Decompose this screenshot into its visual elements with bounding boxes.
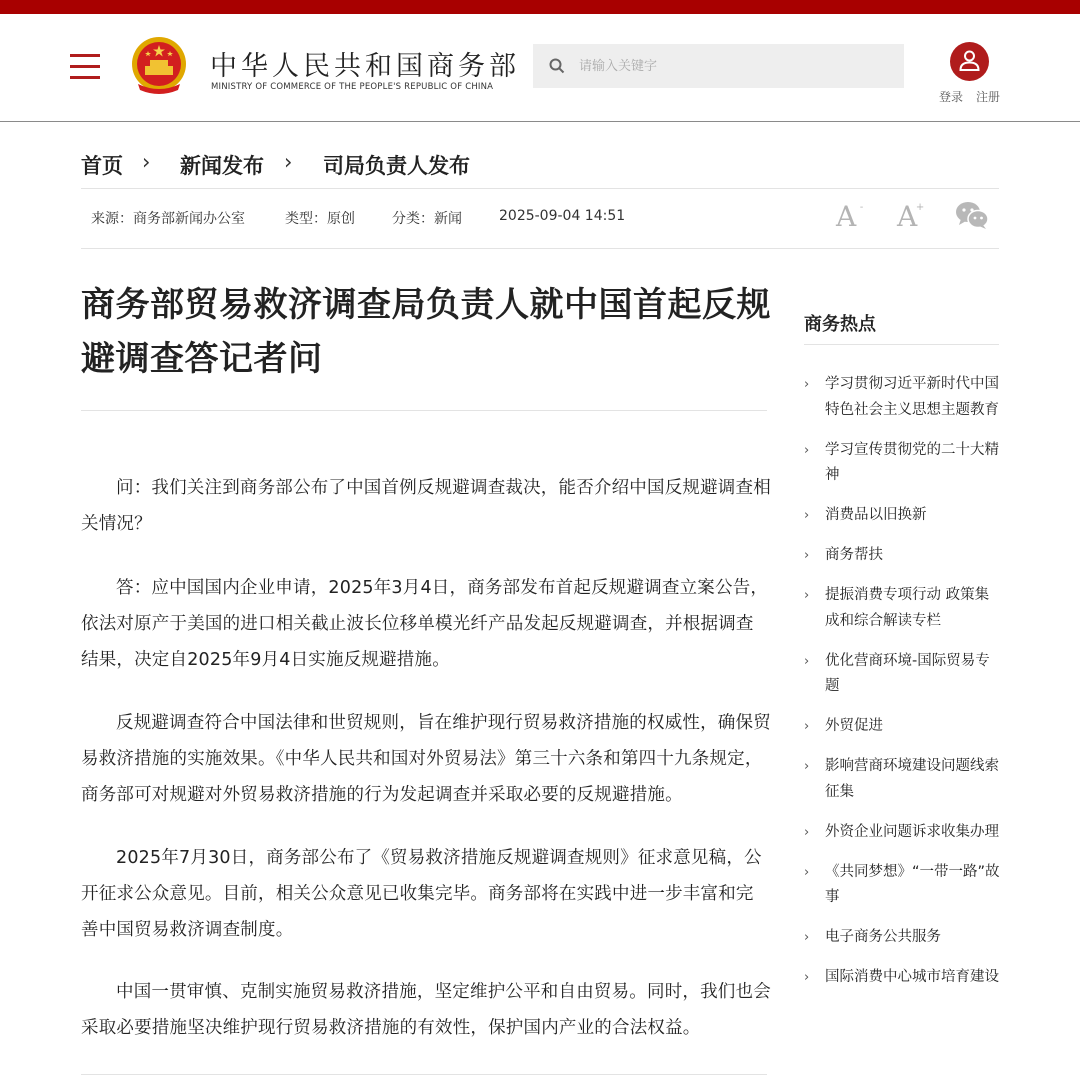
chevron-right-icon: › bbox=[804, 377, 810, 392]
breadcrumb-home[interactable]: 首页 bbox=[81, 154, 123, 178]
sidebar-list bbox=[804, 372, 1000, 1005]
wechat-share-icon[interactable] bbox=[955, 200, 989, 230]
font-increase-button[interactable]: A + bbox=[897, 200, 925, 233]
sidebar-item[interactable] bbox=[804, 649, 1000, 700]
chevron-right-icon: › bbox=[804, 548, 810, 563]
search-icon[interactable] bbox=[549, 58, 565, 74]
meta-source: 来源：商务部新闻办公室 bbox=[91, 211, 245, 227]
article-paragraph: 反规避调查符合中国法律和世贸规则，旨在维护现行贸易救济措施的权威性，确保贸易救济措施的实施效果。《中华人民共和国对外贸易法》第三十六条和第四十九条规定，商务部可对规避对外贸易救济措施的行为发起调查并采取必要的反规避措施。 bbox=[81, 713, 771, 805]
sidebar-item-label: 商务帮扶 bbox=[825, 547, 883, 563]
user-avatar-icon[interactable] bbox=[950, 42, 989, 81]
meta-category: 分类：新闻 bbox=[392, 211, 462, 227]
sidebar-item[interactable] bbox=[804, 820, 1000, 846]
breadcrumb-separator-icon: › bbox=[142, 150, 151, 174]
sidebar-item-label: 外贸促进 bbox=[825, 718, 883, 734]
sidebar-item[interactable] bbox=[804, 965, 1000, 991]
search-input[interactable] bbox=[579, 44, 889, 88]
sidebar-item-label: 学习贯彻习近平新时代中国特色社会主义思想主题教育 bbox=[825, 376, 999, 418]
sidebar-item[interactable] bbox=[804, 583, 1000, 634]
article-paragraph: 中国一贯审慎、克制实施贸易救济措施，坚定维护公平和自由贸易。同时，我们也会采取必要措施坚决维护现行贸易救济措施的有效性，保护国内产业的合法权益。 bbox=[81, 982, 771, 1038]
divider bbox=[804, 344, 999, 345]
font-decrease-button[interactable]: A - bbox=[836, 200, 864, 233]
chevron-right-icon: › bbox=[804, 653, 810, 669]
divider bbox=[81, 188, 999, 189]
sidebar-item[interactable] bbox=[804, 925, 1000, 951]
sidebar-item[interactable] bbox=[804, 714, 1000, 740]
sidebar-item[interactable] bbox=[804, 438, 1000, 489]
divider bbox=[81, 248, 999, 249]
login-link[interactable]: 登录 bbox=[939, 90, 964, 104]
sidebar-item-label: 优化营商环境-国际贸易专题 bbox=[825, 652, 990, 694]
breadcrumb-news-release[interactable]: 新闻发布 bbox=[180, 154, 264, 178]
meta-datetime: 2025-09-04 14:51 bbox=[499, 208, 626, 224]
article-paragraph: 答：应中国国内企业申请，2025年3月4日，商务部发布首起反规避调查立案公告，依法对原产于美国的进口相关截止波长位移单模光纤产品发起反规避调查，并根据调查结果，决定自2025年9月4日实施反规避措施。 bbox=[81, 578, 769, 670]
divider bbox=[81, 410, 767, 411]
site-title: 中华人民共和国商务部 bbox=[210, 51, 520, 82]
chevron-right-icon: › bbox=[804, 930, 810, 945]
sidebar-item[interactable] bbox=[804, 372, 1000, 423]
chevron-right-icon: › bbox=[804, 970, 810, 985]
menu-icon[interactable] bbox=[70, 54, 100, 78]
sidebar-item[interactable] bbox=[804, 503, 1000, 529]
chevron-right-icon: › bbox=[804, 864, 810, 880]
chevron-right-icon: › bbox=[804, 759, 810, 774]
divider bbox=[81, 1074, 767, 1075]
national-emblem-icon[interactable] bbox=[128, 36, 190, 98]
meta-type: 类型：原创 bbox=[285, 211, 355, 227]
sidebar-item-label: 消费品以旧换新 bbox=[825, 507, 927, 523]
sidebar-item[interactable] bbox=[804, 543, 1000, 569]
font-increase-label: A bbox=[897, 200, 918, 233]
chevron-right-icon: › bbox=[804, 508, 810, 523]
sidebar-item-label: 影响营商环境建设问题线索征集 bbox=[825, 758, 999, 800]
breadcrumb-bureau-release[interactable]: 司局负责人发布 bbox=[323, 154, 470, 178]
sidebar-item[interactable] bbox=[804, 754, 1000, 805]
sidebar-item-label: 电子商务公共服务 bbox=[825, 929, 941, 945]
chevron-right-icon: › bbox=[804, 719, 810, 734]
search-box[interactable] bbox=[533, 44, 904, 88]
font-decrease-label: A bbox=[836, 200, 857, 233]
article-title: 商务部贸易救济调查局负责人就中国首起反规避调查答记者问 bbox=[81, 285, 771, 379]
sidebar-item-label: 国际消费中心城市培育建设 bbox=[825, 969, 999, 985]
article-paragraph: 2025年7月30日，商务部公布了《贸易救济措施反规避调查规则》征求意见稿，公开征求公众意见。目前，相关公众意见已收集完毕。商务部将在实践中进一步丰富和完善中国贸易救济调查制度。 bbox=[81, 848, 762, 940]
sidebar-item-label: 《共同梦想》“一带一路”故事 bbox=[825, 863, 1000, 905]
register-link[interactable]: 注册 bbox=[976, 90, 1001, 104]
chevron-right-icon: › bbox=[804, 824, 810, 840]
sidebar-item[interactable] bbox=[804, 860, 1000, 911]
sidebar-item-label: 外资企业问题诉求收集办理 bbox=[825, 823, 999, 840]
top-red-bar bbox=[0, 0, 1080, 14]
site-subtitle: MINISTRY OF COMMERCE OF THE PEOPLE'S REPUBLIC OF CHINA bbox=[211, 82, 494, 92]
sidebar-title: 商务热点 bbox=[804, 314, 876, 335]
breadcrumb-separator-icon: › bbox=[284, 150, 293, 174]
sidebar-item-label: 学习宣传贯彻党的二十大精神 bbox=[825, 441, 999, 483]
site-header bbox=[0, 14, 1080, 122]
chevron-right-icon: › bbox=[804, 442, 810, 458]
chevron-right-icon: › bbox=[804, 588, 810, 603]
sidebar-item-label: 提振消费专项行动 政策集成和综合解读专栏 bbox=[825, 587, 990, 629]
article-paragraph: 问：我们关注到商务部公布了中国首例反规避调查裁决，能否介绍中国反规避调查相关情况？ bbox=[81, 478, 771, 534]
